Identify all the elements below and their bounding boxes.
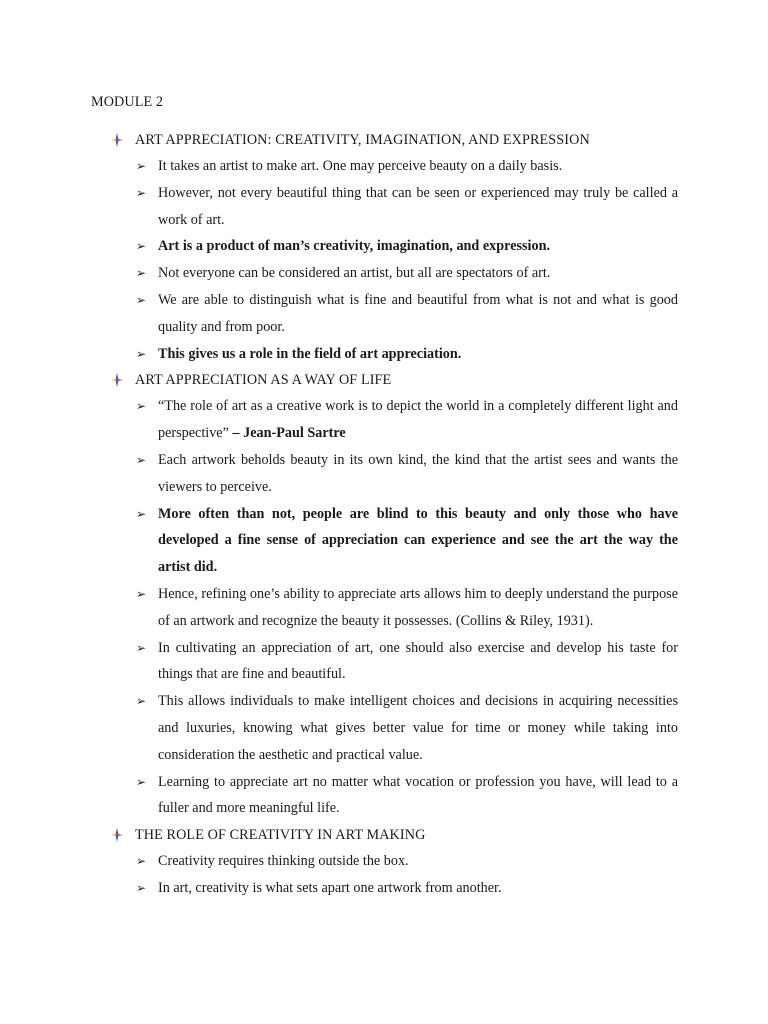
sections-container — [111, 127, 678, 902]
arrowhead-bullet-icon: ➢ — [136, 292, 147, 307]
bullet-text: More often than not, people are blind to this beauty and only those who have developed a fine sense of appreciation can experience and see the art the way the artist did. — [158, 505, 678, 576]
arrowhead-bullet-icon: ➢ — [136, 399, 147, 414]
section — [111, 367, 678, 822]
bullet-text — [158, 393, 678, 447]
list-item — [136, 769, 678, 823]
four-point-star-icon — [111, 133, 123, 147]
bullet-list — [111, 393, 678, 822]
bullet-text: In art, creativity is what sets apart one artwork from another. — [158, 879, 502, 896]
list-item — [136, 848, 678, 875]
bullet-text: Not everyone can be considered an artist, but all are spectators of art. — [158, 265, 551, 282]
bullet-text: Hence, refining one’s ability to appreciate arts allows him to deeply understand the purpose of an artwork and recognize the beauty it possesses. (Collins & Riley, 1931). — [158, 585, 678, 629]
bullet-list — [111, 153, 678, 367]
bullet-text: Each artwork beholds beauty in its own kind, the kind that the artist sees and wants the viewers to perceive. — [158, 451, 678, 495]
bullet-text: Learning to appreciate art no matter what vocation or profession you have, will lead to a fuller and more meaningful life. — [158, 773, 678, 817]
list-item — [136, 635, 678, 689]
list-item — [136, 180, 678, 234]
arrowhead-bullet-icon: ➢ — [136, 346, 147, 361]
bullet-text: Art is a product of man’s creativity, imagination, and expression. — [158, 238, 551, 255]
arrowhead-bullet-icon: ➢ — [136, 694, 147, 709]
section-heading — [111, 822, 678, 848]
arrowhead-bullet-icon: ➢ — [136, 266, 147, 281]
list-item — [136, 287, 678, 341]
section-heading-text: ART APPRECIATION: CREATIVITY, IMAGINATION, AND EXPRESSION — [135, 132, 590, 148]
arrowhead-bullet-icon: ➢ — [136, 880, 147, 895]
bullet-text: In cultivating an appreciation of art, one should also exercise and develop his taste for things that are fine and beautiful. — [158, 639, 678, 683]
arrowhead-bullet-icon: ➢ — [136, 854, 147, 869]
section-heading — [111, 127, 678, 153]
arrowhead-bullet-icon: ➢ — [136, 586, 147, 601]
module-title: MODULE 2 — [91, 94, 164, 110]
bullet-text: We are able to distinguish what is fine and beautiful from what is not and what is good quality and from poor. — [158, 291, 678, 335]
list-item — [136, 501, 678, 581]
list-item — [136, 688, 678, 768]
section-heading — [111, 367, 678, 393]
list-item — [136, 581, 678, 635]
arrowhead-bullet-icon: ➢ — [136, 774, 147, 789]
arrowhead-bullet-icon: ➢ — [136, 506, 147, 521]
bullet-text: This gives us a role in the field of art appreciation. — [158, 345, 462, 362]
list-item — [136, 393, 678, 447]
arrowhead-bullet-icon: ➢ — [136, 239, 147, 254]
bullet-text: It takes an artist to make art. One may perceive beauty on a daily basis. — [158, 158, 563, 174]
four-point-star-icon — [111, 373, 123, 387]
bullet-text: This allows individuals to make intelligent choices and decisions in acquiring necessities and luxuries, knowing what gives better value for time or money while taking into consideration the aesthetic and practical value. — [158, 693, 678, 763]
list-item — [136, 875, 678, 902]
section — [111, 127, 678, 367]
section-heading-text: THE ROLE OF CREATIVITY IN ART MAKING — [135, 827, 426, 844]
list-item — [136, 260, 678, 287]
quote-attribution: – Jean-Paul Sartre — [232, 425, 346, 442]
section-heading-text: ART APPRECIATION AS A WAY OF LIFE — [135, 372, 392, 389]
arrowhead-bullet-icon: ➢ — [136, 452, 147, 467]
list-item — [136, 233, 678, 260]
section — [111, 822, 678, 902]
quote-text: “The role of art as a creative work is to depict the world in a completely different light and perspective” — [158, 398, 678, 442]
list-item — [136, 153, 678, 180]
list-item — [136, 447, 678, 501]
arrowhead-bullet-icon: ➢ — [136, 159, 147, 173]
bullet-text: Creativity requires thinking outside the box. — [158, 853, 409, 870]
four-point-star-icon — [111, 828, 123, 842]
bullet-text: However, not every beautiful thing that can be seen or experienced may truly be called a work of art. — [158, 184, 678, 228]
arrowhead-bullet-icon: ➢ — [136, 640, 147, 655]
arrowhead-bullet-icon: ➢ — [136, 185, 147, 200]
bullet-list — [111, 848, 678, 902]
list-item — [136, 341, 678, 368]
